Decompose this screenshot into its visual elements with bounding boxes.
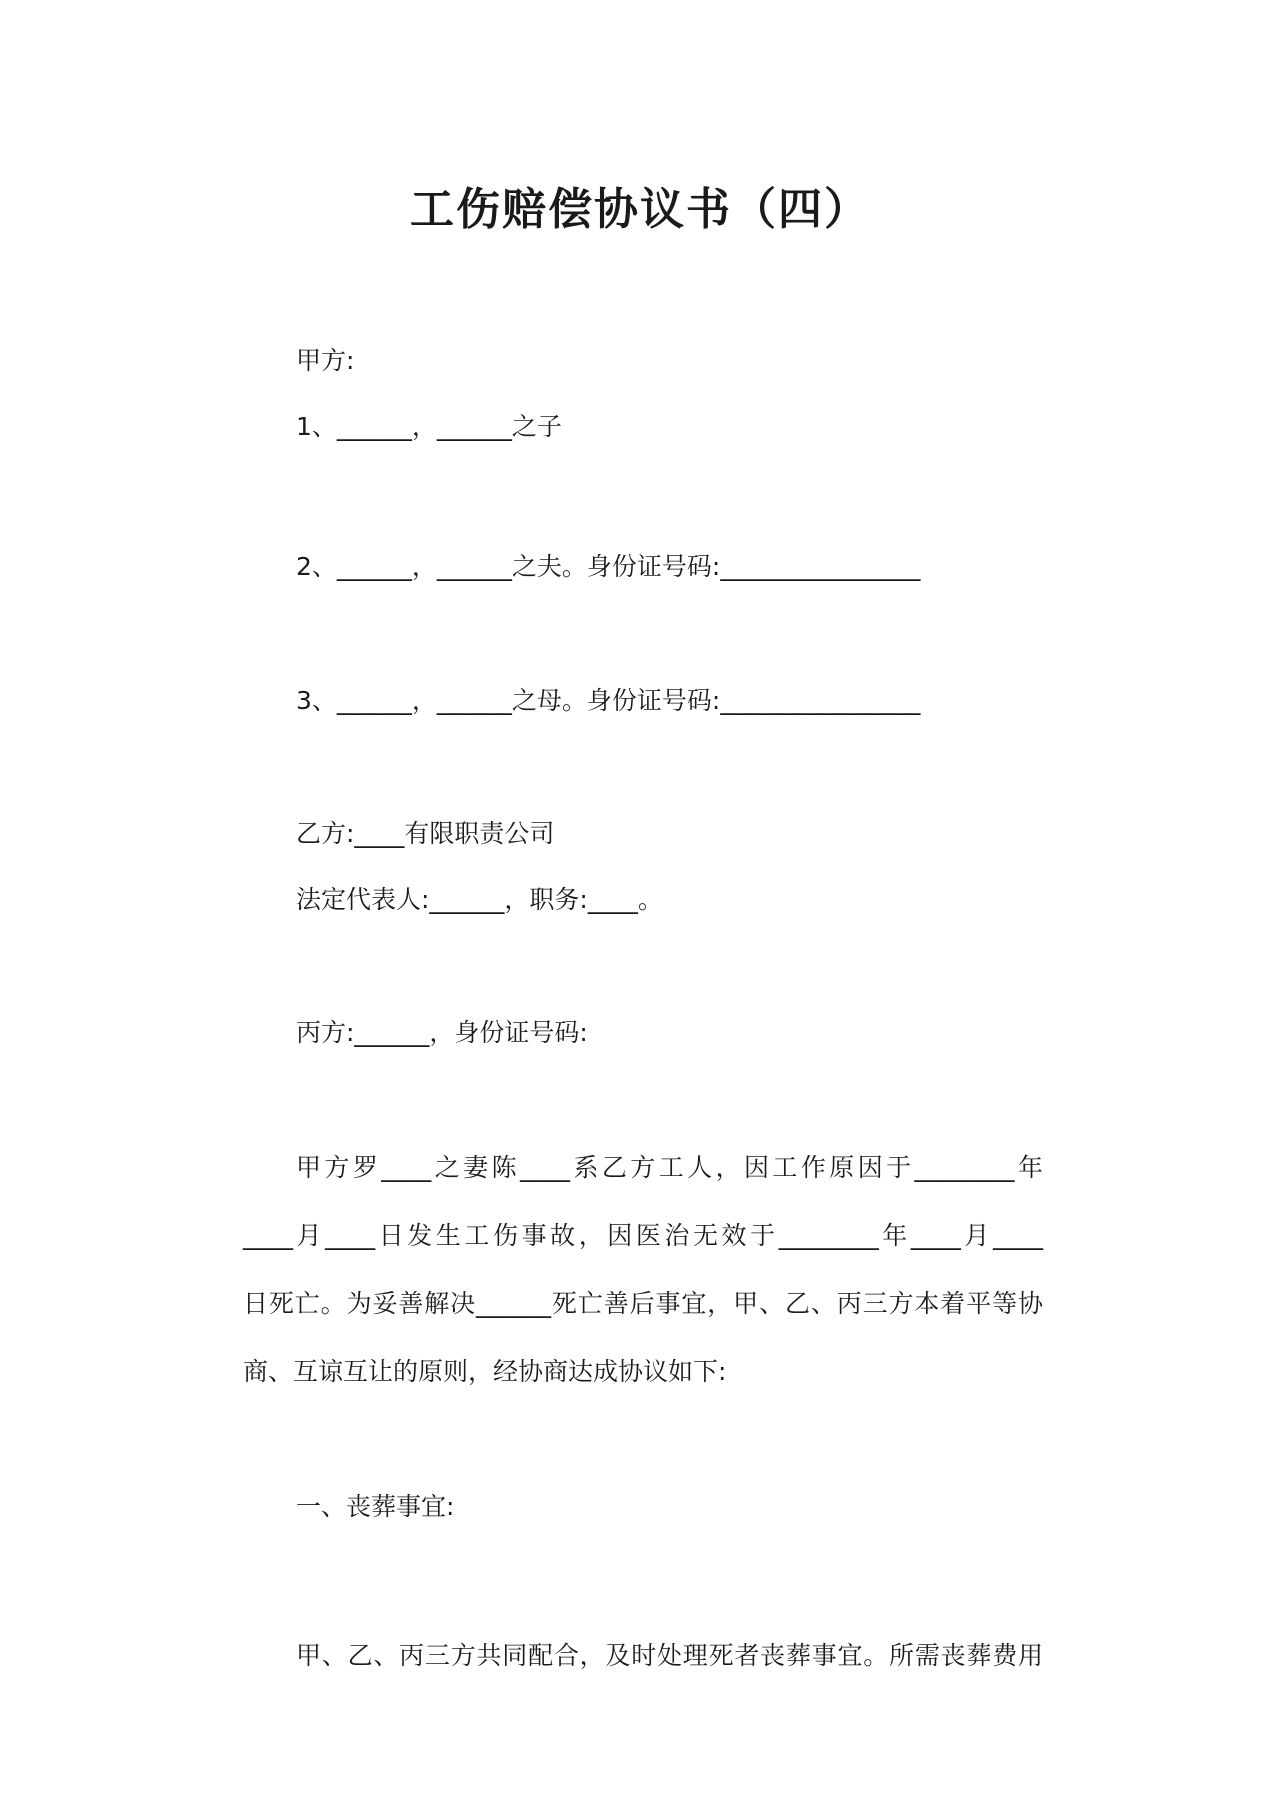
party-a-label: 甲方: <box>296 346 355 375</box>
section-1-paragraph <box>243 1622 1043 1690</box>
party-a-item-3: 3、______，______之母。身份证号码:________________ <box>296 686 921 715</box>
party-a-item-1: 1、______，______之子 <box>296 412 562 441</box>
party-b-line: 乙方:____有限职责公司 <box>296 819 555 848</box>
section-1-heading: 一、丧葬事宜: <box>296 1492 455 1521</box>
preamble-row: 日死亡。为妥善解决______死亡善后事宜，甲、乙、丙三方本着平等协 <box>243 1289 1043 1318</box>
party-b-legal-rep: 法定代表人:______，职务:____。 <box>296 885 663 914</box>
document-title: 工伤赔偿协议书（四） <box>410 184 870 235</box>
preamble-row: 甲方罗____之妻陈____系乙方工人，因工作原因于________年 <box>296 1153 1043 1182</box>
party-c-line: 丙方:______，身份证号码: <box>296 1018 588 1047</box>
preamble-paragraph <box>243 1134 1043 1406</box>
party-a-item-2: 2、______，______之夫。身份证号码:________________ <box>296 552 921 581</box>
preamble-row: ____月____日发生工伤事故，因医治无效于________年____月____ <box>243 1221 1043 1250</box>
preamble-row: 商、互谅互让的原则，经协商达成协议如下: <box>243 1357 727 1386</box>
section-1-row: 甲、乙、丙三方共同配合，及时处理死者丧葬事宜。所需丧葬费用 <box>296 1641 1043 1670</box>
